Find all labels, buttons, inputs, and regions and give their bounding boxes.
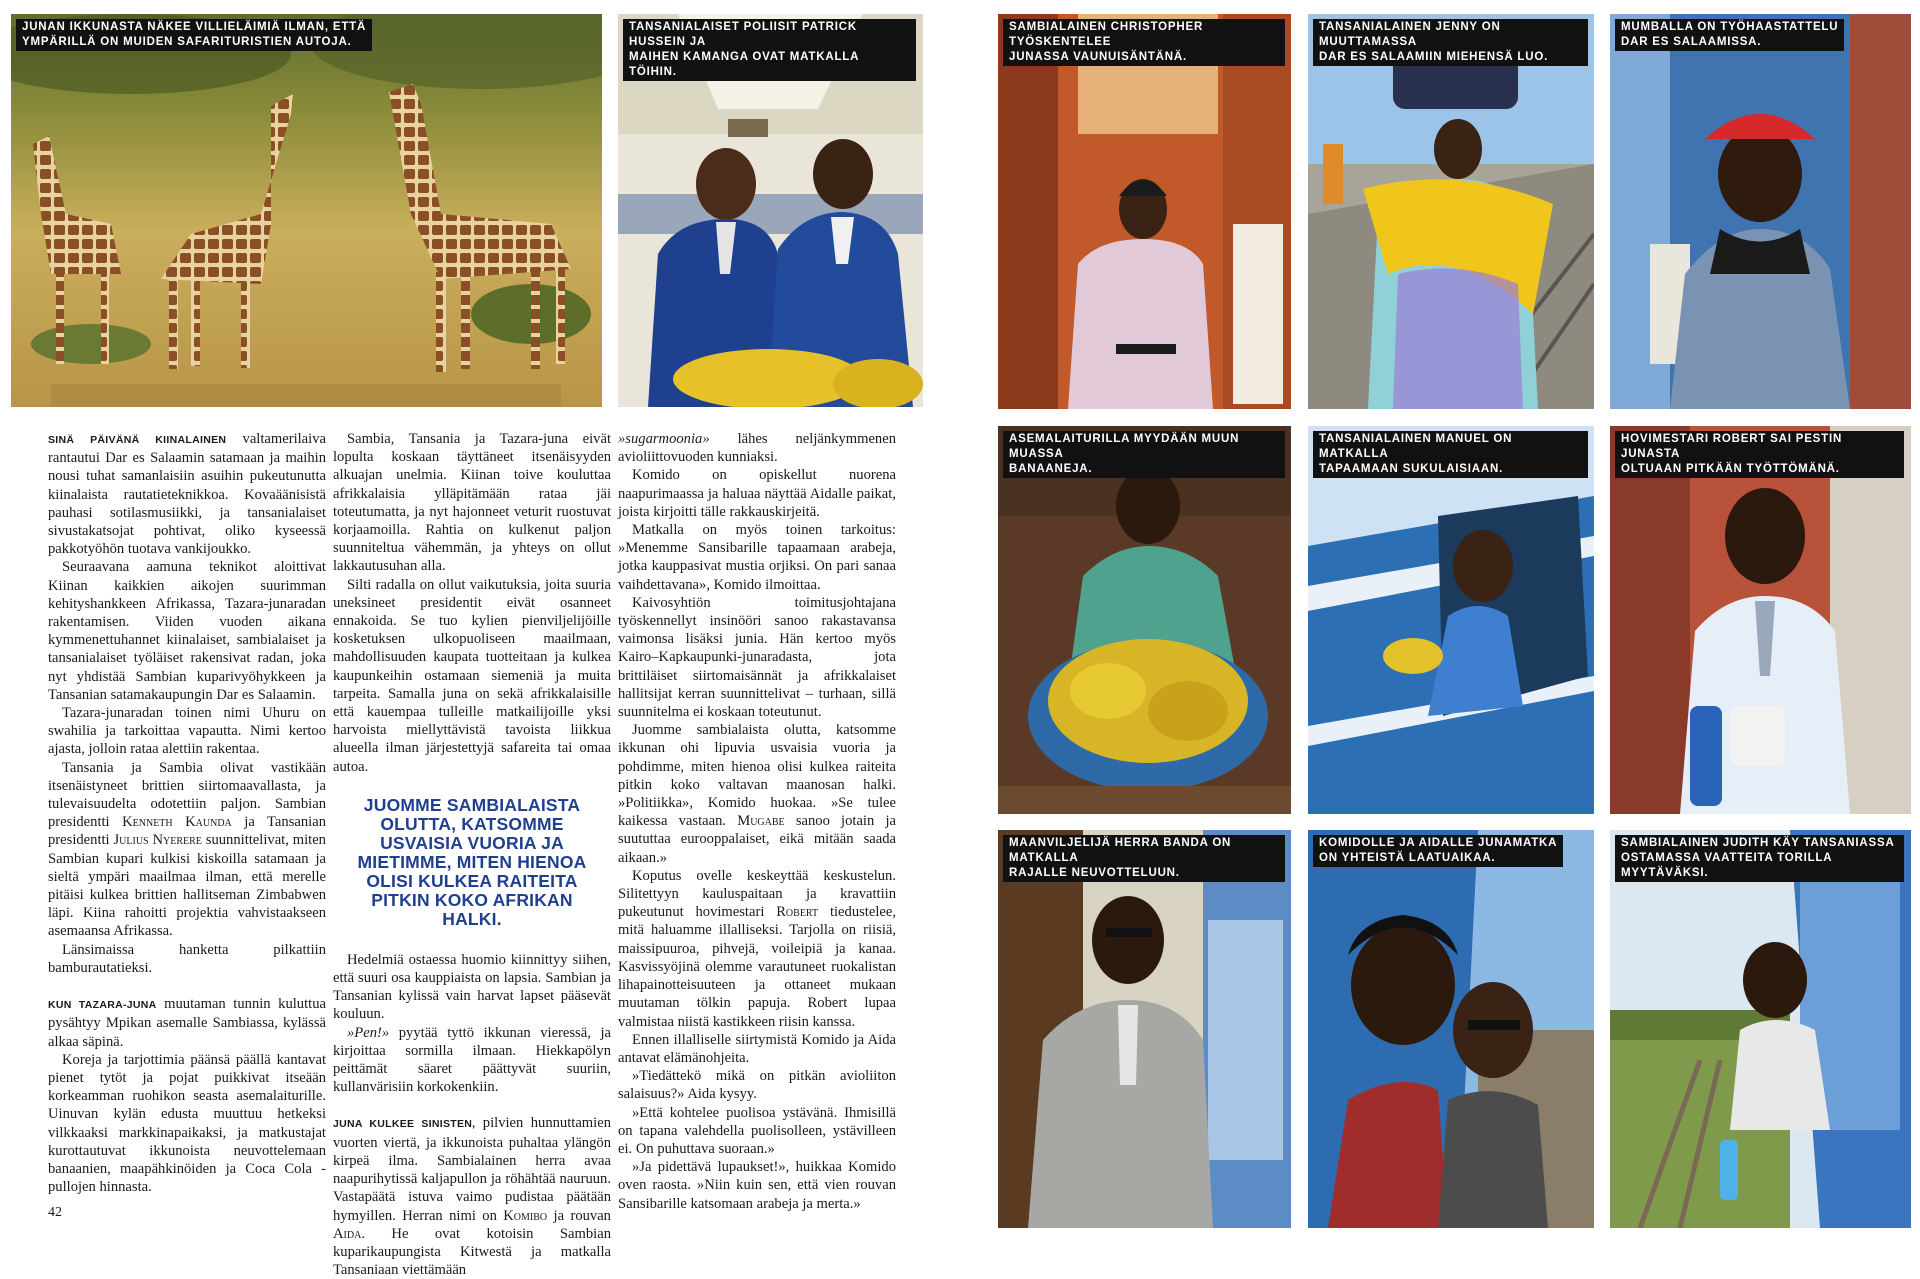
jenny-caption: TANSANIALAINEN JENNY ON MUUTTAMASSA DAR ES SALAAMIIN MIEHENSÄ LUO. <box>1313 19 1588 66</box>
paragraph: »Ja pidettävä lupaukset!», huikkaa Komido oven raosta. »Niin kuin sen, että vien rouvan Sansibarille katsomaan arabeja ja merta.» <box>618 1159 896 1212</box>
police-photo <box>618 14 923 407</box>
komido-caption: KOMIDOLLE JA AIDALLE JUNAMATKA ON YHTEISTÄ LAATUAIKAA. <box>1313 835 1563 867</box>
mumballa-caption: MUMBALLA ON TYÖHAASTATTELU DAR ES SALAAMISSA. <box>1615 19 1844 51</box>
bananas-photo <box>998 426 1291 814</box>
giraffes-photo <box>11 14 602 407</box>
quoted-word: »sugarmoonia» <box>618 431 710 447</box>
banda-photo <box>998 830 1291 1228</box>
paragraph <box>48 759 326 941</box>
robert-caption: HOVIMESTARI ROBERT SAI PESTIN JUNASTA OLTUAAN PITKÄÄN TYÖTTÖMÄNÄ. <box>1615 431 1904 478</box>
bananas-caption: ASEMALAITURILLA MYYDÄÄN MUUN MUASSA BANAANEJA. <box>1003 431 1285 478</box>
judith-photo <box>1610 830 1911 1228</box>
robert-photo <box>1610 426 1911 814</box>
paragraph: Kaivosyhtiön toimitusjohtajana työskennellyt insinööri sanoo rakastavansa vaimonsa lisäksi junia. Hän kertoo myös Kairo–Kapkaupunki-junaradasta, jota brittiläiset siirtomaisännät ja afrikkalaiset hallitsijat kerran suunnittelivat – turhaan, sillä suunnitelma ei koskaan toteutunut. <box>618 594 896 721</box>
pull-quote: JUOMME SAMBIALAISTA OLUTTA, KATSOMME USVAISIA VUORIA JA MIETIMME, MITEN HIENOA OLISI KULKEA RAITEITA PITKIN KOKO AFRIKAN HALKI. <box>357 794 587 929</box>
police-caption: TANSANIALAISET POLIISIT PATRICK HUSSEIN JA MAIHEN KAMANGA OVAT MATKALLA TÖIHIN. <box>623 19 916 81</box>
komido-image <box>1308 830 1594 1228</box>
person-name: Komibo <box>503 1207 548 1224</box>
paragraph: Länsimaissa hanketta pilkattiin bamburautatieksi. <box>48 941 326 976</box>
paragraph: Koreja ja tarjottimia päänsä päällä kantavat pienet tytöt ja pojat puikkivat itseään korkeamman ruohikon seasta asemalaiturille. Uinuvan kylän edusta muuttuu hetkeksi vilkkaaksi markkinapaikaksi, ja matkustajat kurottautuvat ikkunoista neuvottelemaan banaanien, maapähkinöiden ja Coca Cola -pullojen hinnasta. <box>48 1051 326 1196</box>
manuel-caption: TANSANIALAINEN MANUEL ON MATKALLA TAPAAMAAN SUKULAISIAAN. <box>1313 431 1588 478</box>
paragraph <box>333 1114 611 1279</box>
paragraph: Tazara-junaradan toinen nimi Uhuru on swahilia ja tarkoittaa vapautta. Nimi kertoo ajasta, jolloin rataa alettiin rakentaa. <box>48 705 326 758</box>
robert-image <box>1610 426 1911 814</box>
paragraph-text: Koputus ovelle keskeyttää keskustelun. Silitettyyn kauluspaitaan ja kravattiin pukeutunut hovimestari <box>618 867 896 921</box>
christopher-caption: SAMBIALAINEN CHRISTOPHER TYÖSKENTELEE JUNASSA VAUNUISÄNTÄNÄ. <box>1003 19 1285 66</box>
text-column-1 <box>48 430 326 1196</box>
paragraph: Komido on opiskellut nuorena naapurimaassa ja haluaa näyttää Aidalle paikat, joista kirjoitti tälle rakkauskirjeitä. <box>618 467 896 520</box>
christopher-photo <box>998 14 1291 409</box>
paragraph <box>48 995 326 1051</box>
paragraph <box>618 721 896 867</box>
manuel-photo <box>1308 426 1594 814</box>
komido-photo <box>1308 830 1594 1228</box>
quoted-word: »Pen!» <box>347 1024 390 1041</box>
text-column-3 <box>618 430 896 1213</box>
paragraph-text: suunnittelivat, miten Sambian kupari kulkisi kiskoilla satamaan ja sieltä ympäri maailmaa ilman, että merelle pitäisi kulkea brittien hallitseman Zimbabwen läpi. Kiina rahoitti projektia vahvistaakseen asemaansa Afrikassa. <box>48 832 326 940</box>
person-name: Robert <box>776 904 819 921</box>
judith-image <box>1610 830 1911 1228</box>
paragraph-text: pyytää tyttö ikkunan vieressä, ja kirjoittaa sormilla ilmaan. Hiekkapölyn peittämät säaret päättyvät suuriin, kullanvärisiin korkokenkiin. <box>333 1024 611 1096</box>
paragraph <box>333 1024 611 1097</box>
person-name: Julius Nyerere <box>113 832 202 849</box>
lead-in: SINÄ PÄIVÄNÄ KIINALAINEN <box>48 434 227 446</box>
paragraph-text: ja rouvan <box>547 1207 611 1224</box>
person-name: Kenneth Kaunda <box>122 814 232 831</box>
paragraph-text: valtamerilaiva rantautui Dar es Salaamin satamaan ja maihin nousi tuhat samanlaisiin asuihin pukeutunutta kiinalaista rautatieteknikkoa. Kovaäänisistä pauhasi sotilasmusiikki, ja tansanialaiset sivustakatsojat pohtivat, oliko kyseessä pakkotyöhön tuotava vankijoukko. <box>48 431 326 558</box>
giraffes-image <box>11 14 602 407</box>
text-column-2 <box>333 430 611 1279</box>
paragraph: Hedelmiä ostaessa huomio kiinnittyy siihen, että suuri osa kauppiaista on lapsia. Sambian ja Tansanian kylissä vain harvat lapset pääsevät kouluun. <box>333 951 611 1023</box>
paragraph: »Tiedättekö mikä on pitkän avioliiton salaisuus?» Aida kysyy. <box>618 1068 896 1103</box>
paragraph <box>48 430 326 558</box>
banda-caption: MAANVILJELIJÄ HERRA BANDA ON MATKALLA RAJALLE NEUVOTTELUUN. <box>1003 835 1285 882</box>
judith-caption: SAMBIALAINEN JUDITH KÄY TANSANIASSA OSTAMASSA VAATTEITA TORILLA MYYTÄVÄKSI. <box>1615 835 1904 882</box>
person-name: Mugabe <box>737 813 785 830</box>
paragraph-text: tiedustelee, mitä haluamme illalliseksi. Tarjolla on riisiä, maissipuuroa, pihvejä, voileipiä ja kanaa. Kasvissyöjinä olemme varautuneet ruokalistan lihapainotteisuuteen ja ottaneet mukaan muutaman tölkin papuja. Robert lupaa valmistaa niistä kastikkeen riisin kanssa. <box>618 904 896 1030</box>
lead-in: JUNA KULKEE SINISTEN, <box>333 1118 476 1131</box>
paragraph <box>618 430 896 466</box>
paragraph-text: Juomme sambialaista olutta, katsomme ikkunan ohi lipuvia usvaisia vuoria ja pohdimme, miten hienoa olisi kulkea raiteita pitkin koko valtavan maanosan halki. »Politiikka», Komido huokaa. »Se tulee kaikessa vastaan. <box>618 722 896 830</box>
christopher-image <box>998 14 1291 409</box>
page-number: 42 <box>48 1205 62 1220</box>
manuel-image <box>1308 426 1594 814</box>
jenny-photo <box>1308 14 1594 409</box>
paragraph-text: ja Tansanian presidentti <box>48 814 326 849</box>
paragraph: Silti radalla on ollut vaikutuksia, joita suuria uneksineet presidentit eivät osanneet ennakoida. Se tuo kylien pienviljelijöille kosketuksen ulkopuoliseen maailmaan, mahdollisuuden kaupata tuotteitaan ja kulkea kaupunkeihin ostamaan siemeniä ja muita tarpeita. Samalla juna on sekä afrikkalaisille että kauempaa tulleille matkailijoille yksi harvoista miellyttävistä tavoista liikkua alueella ilman järjestettyjä safareita tai omaa autoa. <box>333 576 611 775</box>
person-name: Aida <box>333 1225 362 1242</box>
paragraph-text: Tansania ja Sambia olivat vastikään itsenäistyneet brittien siirtomaavallasta, ja tulevaisuudelta odotettiin paljon. Sambian presidentti <box>48 759 326 831</box>
paragraph-text: muutaman tunnin kuluttua pysähtyy Mpikan asemalle Sambiassa, kylässä alkaa säpinä. <box>48 996 326 1050</box>
banda-image <box>998 830 1291 1228</box>
paragraph: Ennen illalliselle siirtymistä Komido ja Aida antavat elämänohjeita. <box>618 1031 896 1066</box>
paragraph <box>618 867 896 1031</box>
bananas-image <box>998 426 1291 814</box>
paragraph-text: pilvien hunnuttamien vuorten viertä, ja ikkunoista puhaltaa ylängön kirpeä ilma. Sambialainen herra avaa naapurihytissä kaljapullon ja röhähtää nauruun. Vastapäätä istuva vaimo pudistaa päätään hymyillen. Herran nimi on <box>333 1115 611 1224</box>
paragraph-text: lähes neljänkymmenen avioliittovuoden kunniaksi. <box>618 431 896 466</box>
paragraph-text: . He ovat kotoisin Sambian kuparikaupungista Kitwestä ja matkalla Tansaniaan viettämään <box>333 1225 611 1279</box>
paragraph-text: sanoo jotain ja suututtaa eurooppalaiset, eikä mitään saada aikaan.» <box>618 813 896 866</box>
paragraph: Seuraavana aamuna teknikot aloittivat Kiinan kaikkien aikojen suurimman kehityshankkeen Afrikassa, Tazara-junaradan rakentamisen. Viiden vuoden aikana kymmenettuhannet kiinalaiset, sambialaiset ja tansanialaiset työläiset rakensivat radan, joka nyt yhdistää Sambian kuparivyöhykkeen ja Tansanian satamakaupungin Dar es Salaamin. <box>48 559 326 703</box>
paragraph: »Että kohtelee puolisoa ystävänä. Ihmisillä on tapana valehdella puolisolleen, ystävilleen ei. On puhuttava suoraan.» <box>618 1104 896 1157</box>
giraffes-caption: JUNAN IKKUNASTA NÄKEE VILLIELÄIMIÄ ILMAN, ETTÄ YMPÄRILLÄ ON MUIDEN SAFARITURISTIEN AUTOJA. <box>16 19 372 51</box>
lead-in: KUN TAZARA-JUNA <box>48 999 157 1012</box>
jenny-image <box>1308 14 1594 409</box>
paragraph: Matkalla on myös toinen tarkoitus: »Menemme Sansibarille tapaamaan arabeja, jotka kauppasivat mustia orjiksi. On pari sanaa vaihdettavana», Komido ilmoittaa. <box>618 522 896 593</box>
mumballa-image <box>1610 14 1911 409</box>
paragraph: Sambia, Tansania ja Tazara-juna eivät lopulta koskaan täyttäneet itsenäisyyden alkuajan unelmia. Kiinan toive kouluttaa afrikkalaisia ylläpitämään rataa jäi toteutumatta, ja nyt hajonneet veturit ruostuvat korjaamoilla. Rahtia on kulkenut paljon suunniteltua vähemmän, ja yhteys on ollut lakkautusuhan alla. <box>333 431 611 575</box>
mumballa-photo <box>1610 14 1911 409</box>
